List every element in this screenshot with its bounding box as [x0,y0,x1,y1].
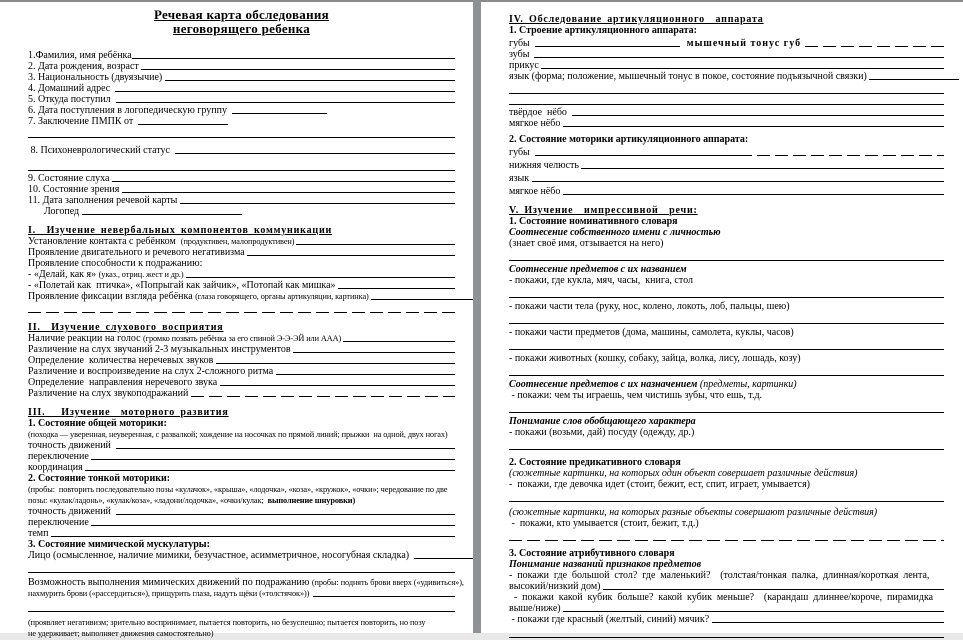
form-text: (знает своё имя, отзывается на него) [509,238,664,249]
document-title [28,8,455,22]
form-text: (указ., отриц. жест и др.) [98,270,186,279]
form-text: 6. Дата поступления в логопедическую группу [28,105,232,116]
blank-field [220,385,455,386]
form-text: - «Полетай как птичка», «Попрыгай как зайчик», «Потопай как мишка» [28,280,339,291]
form-text: (громко позвать ребёнка за его спиной Э-Э-ЭЙ или ААА) [143,334,344,343]
blank-field [28,137,455,138]
blank-field [51,536,455,537]
blank-field [509,93,944,94]
form-line [509,581,944,592]
form-text: 1.Фамилия, имя ребёнка [28,50,132,61]
form-line [28,577,464,588]
form-line [509,548,944,559]
blank-field [563,611,944,612]
blank-field [116,102,455,103]
form-text: зубы [509,49,535,60]
blank-field [535,46,680,47]
blank-field-dashed [28,312,455,313]
form-line [509,275,944,286]
form-text: мышечный тонус губ [679,38,805,49]
blank-field [563,126,944,127]
form-text: неговорящего ребенка [172,21,311,36]
form-line [28,269,455,280]
form-line [509,457,944,468]
form-text: 2. Состояние тонкой моторики: [28,473,171,484]
form-text: Различение на слух звучаний 2-3 музыкальных инструментов [28,344,294,355]
form-text: Проявление способности к подражанию: [28,258,203,269]
form-line [509,252,944,263]
blank-field [28,611,455,612]
form-line [509,416,944,427]
form-line [509,173,944,184]
form-text: 5. Откуда поступил [28,94,116,105]
blank-field [28,170,455,171]
form-line [509,441,944,452]
form-line [509,264,944,275]
form-text: Лицо (осмысленное, наличие мимики, безучастное, асимметричное, носогубная складка) [28,550,415,561]
form-line [509,379,944,390]
form-line [509,390,944,401]
blank-field [509,297,944,298]
form-text: (сюжетные картинки, на которых один объект совершает различные действия) [509,468,858,479]
form-text: Наличие реакции на голос [28,333,144,344]
form-line [509,38,944,49]
form-line [509,570,944,581]
blank-field [122,192,455,193]
blank-field [28,572,455,573]
form-line [28,206,455,217]
form-line [509,518,944,529]
form-line [509,507,944,518]
form-line [509,592,944,603]
blank-field [509,260,944,261]
form-text: Различение на слух звукоподражаний [28,388,191,399]
form-line [509,532,944,543]
form-text: нахмурить брови («рассердиться»), прищурить глаза, надуть щёки («толстячок»)) [28,589,314,598]
form-text: координация [28,462,86,473]
form-line [509,479,944,490]
blank-field [534,57,944,58]
form-text: (сюжетные картинки, на которых разные объекты совершают различные действия) [509,507,878,518]
form-line [509,107,944,118]
blank-field [116,514,455,515]
form-line [509,427,944,438]
form-text: 1. Состояние общей моторики: [28,418,167,429]
blank-field [115,91,455,92]
form-text: Возможность выполнения мимических движений по подражанию [28,577,312,588]
blank-field [509,449,944,450]
blank-field [293,352,455,353]
blank-field-dashed [739,155,944,156]
form-text: точность движений [28,440,116,451]
form-text: 11. Дата заполнения речевой карты [28,195,180,206]
blank-field [532,181,944,182]
form-line [509,134,944,145]
form-line [28,550,455,561]
form-line [509,85,944,96]
form-text: 3. Национальность (двуязычие) [28,72,165,83]
blank-field [313,596,455,597]
form-text: - покажи части тела (руку, нос, колено, локоть, лоб, пальцы, шею) [509,301,790,312]
blank-field [869,79,959,80]
blank-field [712,622,944,623]
form-text: нижняя челюсть [509,160,582,171]
form-text: (глаза говорящего, органы артикуляции, картинка) [195,292,371,301]
form-line [28,184,455,195]
form-text: (походка — уверенная, неуверенная, с развалкой; хождение на носочках по прямой линий; прыжки на одной, двух ногах) [28,430,448,439]
form-line [28,72,455,83]
form-line [509,315,944,326]
blank-field [509,501,944,502]
form-text: 4. Домашний адрес [28,83,116,94]
section-heading [28,322,455,333]
blank-field [85,470,455,471]
form-text: Соотнесение собственного имени с личностью [509,227,721,238]
blank-field [509,349,944,350]
blank-field [165,80,455,81]
form-text: твёрдое нёбо [509,107,572,118]
blank-field [116,448,455,449]
form-line [28,94,455,105]
form-line [28,564,455,575]
form-text: - покажи, кто умывается (стоит, бежит, т.д.) [509,518,699,529]
page-right [481,2,963,633]
blank-field [563,194,944,195]
form-line [28,83,455,94]
form-line [28,603,455,614]
form-line [28,418,455,429]
blank-field [581,168,944,169]
blank-field [509,637,944,638]
section-heading [509,205,944,216]
form-line [509,216,944,227]
form-line [509,289,944,300]
form-line [28,528,455,539]
blank-field [338,288,455,289]
section-heading [28,407,455,418]
document-title [28,22,455,36]
form-text: (пробы: поднять брови вверх («удивиться»), [311,578,464,587]
form-text: 1. Строение артикуляционного аппарата: [509,25,697,36]
form-line [28,129,455,140]
form-text: 2. Состояние моторики артикуляционного аппарата: [509,134,749,145]
form-line [28,473,455,484]
form-line [28,388,455,399]
form-text: II. Изучение слухового восприятия [28,322,224,333]
form-line [28,506,455,517]
form-text: Различение и воспроизведение на слух 2-сложного ритма [28,366,276,377]
form-line [28,145,455,156]
form-line [28,355,455,366]
form-text: выполнение шнуровки) [267,496,356,505]
form-text: мягкое нёбо [509,186,563,197]
form-text: выше/ниже) [509,603,564,614]
form-line [28,195,455,206]
page-divider [473,0,481,633]
form-line [28,304,455,315]
form-line [509,404,944,415]
form-line [28,173,455,184]
form-text: прикус [509,60,542,71]
form-text: губы [509,38,535,49]
form-line [28,366,455,377]
form-line [509,603,944,614]
form-line [509,367,944,378]
blank-field [138,124,228,125]
form-line [509,227,944,238]
form-line [28,617,455,628]
form-line [28,105,455,116]
blank-field [541,68,944,69]
blank-field-dashed [191,396,455,397]
form-text: губы [509,147,535,158]
form-text: Соотнесение предметов с их названием [509,264,687,275]
form-text: - покажи (возьми, дай) посуду (одежду, др.) [509,427,695,438]
form-text: - покажи животных (кошку, собаку, зайца, волка, лису, лошадь, козу) [509,353,801,364]
form-text: - покажи, где девочка идет (стоит, бежит, ест, спит, играет, умывается) [509,479,811,490]
form-line [28,588,455,599]
blank-field [371,299,486,300]
form-text: 8. Психоневрологический статус [28,145,175,156]
form-line [28,280,455,291]
form-line [509,60,944,71]
form-text: язык [509,173,532,184]
blank-field-dashed [805,46,944,47]
form-text: 9. Состояние слуха [28,173,112,184]
form-text: Речевая карта обследования [153,7,330,22]
form-line [28,247,455,258]
form-line [509,341,944,352]
form-line [509,327,944,338]
form-text: - «Делай, как я» [28,269,99,280]
blank-field [112,181,455,182]
form-line [28,377,455,388]
form-text: V. Изучение импрессивной речи: [509,205,698,216]
form-line [28,291,455,302]
form-text: - покажи, где кукла, мяч, часы, книга, стол [509,275,693,286]
form-line [509,71,944,82]
form-text: Понимание названий признаков предметов [509,559,702,570]
form-text: позы: «кулак/ладонь», «кулак/коза», «ладони/лодочка», «очки/кулак; [28,496,268,505]
form-line [509,147,944,158]
form-text: Определение количества неречевых звуков [28,355,216,366]
section-heading [509,14,944,25]
blank-field [175,153,455,154]
form-text: 10. Состояние зрения [28,184,122,195]
form-line [28,628,455,639]
form-text: - покажи где красный (желтый, синий) мячик? [509,614,712,625]
form-line [28,61,455,72]
form-line [28,50,455,61]
blank-field [247,255,455,256]
blank-field [343,341,455,342]
blank-field [82,214,242,215]
blank-field [91,525,455,526]
blank-field [296,244,455,245]
form-line [509,118,944,129]
blank-field [141,69,455,70]
form-text: (предметы, картинки) [699,379,797,390]
form-line [509,238,944,249]
form-text: точность движений [28,506,116,517]
form-line [28,451,455,462]
blank-field [535,155,740,156]
form-text: Установление контакта с ребёнком [28,236,181,247]
blank-field [186,277,455,278]
form-text: - покажи где большой стол? где маленький? (толстая/тонкая палка, длинная/короткая лента, [509,570,930,581]
blank-field [91,459,455,460]
form-text: - покажи части предметов (дома, машины, самолета, куклы, часов) [509,327,794,338]
form-line [509,468,944,479]
form-line [509,186,944,197]
form-line [509,301,944,312]
form-text: Проявление двигательного и речевого негативизма [28,247,248,258]
form-text: (проявляет негативизм; зрительно воспринимает, пытается повторить, но безуспешно; пытается повторить, но позу [28,618,426,627]
blank-field [216,363,455,364]
form-text: переключение [28,451,92,462]
blank-field-dashed [509,540,944,541]
form-text: Определение направления неречевого звука [28,377,220,388]
form-line [28,258,455,269]
form-line [509,493,944,504]
page-left [0,2,473,638]
blank-field [509,323,944,324]
form-text: не удерживает; выполняет движения самостоятельно) [28,629,214,638]
blank-field [180,203,455,204]
blank-field [572,115,944,116]
form-line [28,344,455,355]
form-text: язык (форма; положение, мышечный тонус в покое, состояние подъязычной связки) [509,71,870,82]
form-text: (пробы: повторить последовательно позы «кулачок», «крыша», «лодочка», «коза», «кружок», «очки»; чередование по две [28,485,448,494]
form-text: темп [28,528,51,539]
form-text: высокий/низкий дом) [509,581,603,592]
form-text: IV. Обследование артикуляционного аппарата [509,14,764,25]
blank-field [232,113,327,114]
form-line [509,25,944,36]
form-text: 3. Состояние мимической мускулатуры: [28,539,210,550]
form-line [509,160,944,171]
form-text: I. Изучение невербальных компонентов коммуникации [28,225,333,236]
form-line [509,96,944,107]
form-line [28,116,455,127]
form-text: - покажи: чем ты играешь, чем чистишь зубы, что ешь, т.д. [509,390,763,401]
form-text: 2. Дата рождения, возраст [28,61,142,72]
form-line [28,333,455,344]
form-text: 7. Заключение ПМПК от [28,116,139,127]
form-text: Проявление фиксации взгляда ребёнка [28,291,196,302]
section-heading [28,225,455,236]
form-line [28,440,455,451]
form-line [28,495,455,506]
form-line [28,484,455,495]
form-line [509,353,944,364]
form-text: Логопед [44,206,82,217]
form-text: - покажи какой кубик больше? какой кубик меньше? (карандаш длиннее/короче, пирамидка [509,592,934,603]
form-line [28,462,455,473]
form-text: переключение [28,517,92,528]
form-line [509,629,944,640]
blank-field [132,58,455,59]
form-line [28,517,455,528]
form-line [509,49,944,60]
form-line [28,539,455,550]
form-text: 2. Состояние предикативного словаря [509,457,681,468]
form-text: Понимание слов обобщающего характера [509,416,696,427]
blank-field [509,375,944,376]
blank-field [509,412,944,413]
blank-field [509,104,944,105]
blank-field [603,589,944,590]
form-line [28,236,455,247]
form-text: 1. Состояние номинативного словаря [509,216,678,227]
form-line [28,429,455,440]
form-text: мягкое нёбо [509,118,563,129]
form-line [509,559,944,570]
blank-field [276,374,455,375]
form-line [28,162,455,173]
form-text: (продуктивен, малопродуктивен) [180,237,297,246]
form-line [509,614,944,625]
form-text: 3. Состояние атрибутивного словаря [509,548,675,559]
form-text: III. Изучение моторного развития [28,407,229,418]
form-text: Соотнесение предметов с их назначением [509,379,700,390]
